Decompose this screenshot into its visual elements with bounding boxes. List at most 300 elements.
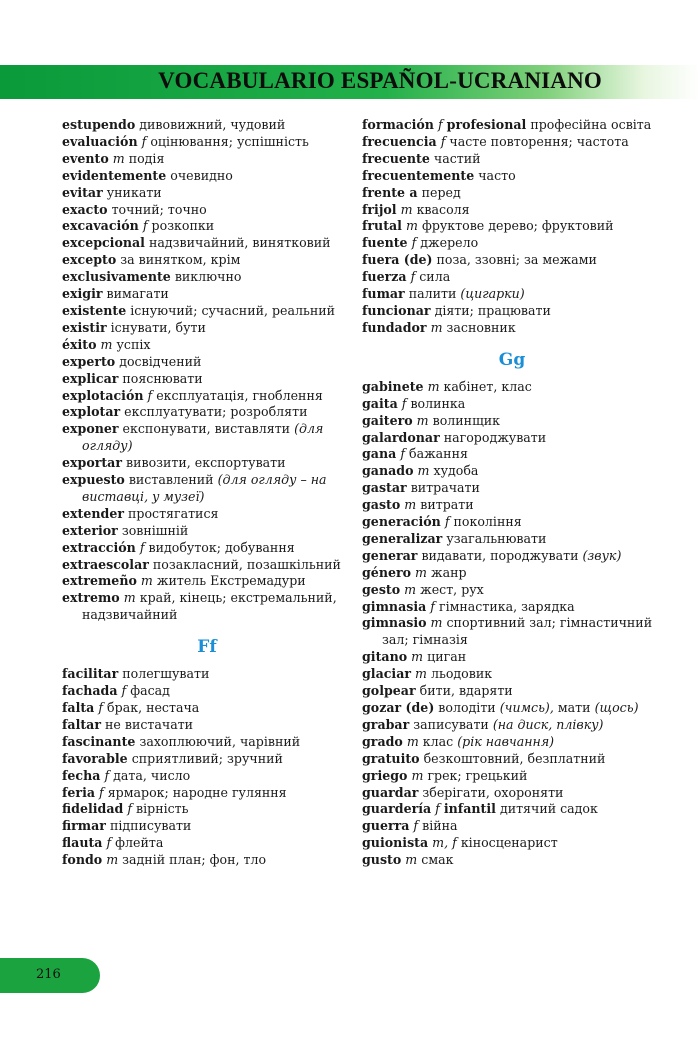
headword: glaciar xyxy=(362,666,411,682)
section-heading-f: Ff xyxy=(197,637,217,658)
headword: feria xyxy=(62,784,96,800)
dictionary-entry xyxy=(362,599,662,616)
dictionary-entry xyxy=(62,235,352,252)
headword: generación xyxy=(362,514,441,530)
dictionary-entry xyxy=(62,700,352,717)
headword: funcionar xyxy=(362,302,431,318)
headword: exportar xyxy=(62,455,122,471)
headword: exponer xyxy=(62,421,119,437)
translation: позакласний, позашкільний xyxy=(152,556,341,572)
translation: вірність xyxy=(136,801,189,817)
usage-note: (на диск, плівку) xyxy=(492,716,604,732)
translation: подія xyxy=(128,150,165,166)
headword: existente xyxy=(62,302,127,318)
headword: extracción xyxy=(62,539,136,555)
translation: пояснювати xyxy=(122,370,203,386)
headword: gusto xyxy=(362,852,402,868)
left-column xyxy=(62,117,352,869)
headword: golpear xyxy=(362,683,416,699)
headword: falta xyxy=(62,700,95,715)
translation: за винятком, крім xyxy=(120,252,241,268)
translation: нагороджувати xyxy=(443,429,547,445)
headword: guionista xyxy=(362,835,429,851)
translation: палити xyxy=(408,286,457,302)
usage-note: (щось) xyxy=(594,700,639,715)
dictionary-entry xyxy=(362,582,662,599)
headword: gaitero xyxy=(362,412,413,428)
dictionary-entry xyxy=(362,734,662,751)
headword: excavación xyxy=(62,218,139,234)
headword: expuesto xyxy=(62,472,125,488)
headword: galardonar xyxy=(362,429,440,445)
dictionary-entry xyxy=(62,573,352,590)
page-number-tab xyxy=(0,958,100,993)
translation: кіносценарист xyxy=(460,835,558,851)
translation: професійна освіта xyxy=(530,117,652,132)
translation: простягатися xyxy=(127,505,219,521)
dictionary-entry xyxy=(62,540,352,557)
gender-mark: f xyxy=(413,818,419,834)
headword: exigir xyxy=(62,286,103,302)
headword: gozar (de) xyxy=(362,700,435,715)
gender-mark: m xyxy=(406,733,419,749)
headword: guardería xyxy=(362,801,432,817)
translation: житель Екстремадури xyxy=(156,573,306,589)
dictionary-entry xyxy=(62,117,352,134)
translation: льодовик xyxy=(430,666,493,682)
translation: флейта xyxy=(115,835,164,851)
translation: спортивний зал; гімнастичний зал; гімназія xyxy=(382,615,653,648)
gender-mark: f xyxy=(139,539,145,555)
translation: часте повторення; частота xyxy=(449,133,629,149)
translation: поза, ззовні; за межами xyxy=(436,252,597,268)
dictionary-entry xyxy=(62,320,352,337)
headword: fecha xyxy=(62,767,101,783)
translation: існувати, бути xyxy=(110,319,206,335)
gender-mark: f xyxy=(142,218,148,234)
dictionary-entry xyxy=(362,683,662,700)
translation: виставлений xyxy=(128,472,214,488)
entry-list xyxy=(362,117,662,337)
translation: експлуатація, гноблення xyxy=(156,387,323,403)
gender-mark: f xyxy=(106,835,112,851)
translation: експонувати, виставляти xyxy=(122,421,291,437)
usage-note: (звук) xyxy=(582,547,622,563)
dictionary-entry xyxy=(362,463,662,480)
dictionary-entry xyxy=(62,218,352,235)
dictionary-entry xyxy=(362,320,662,337)
dictionary-entry xyxy=(362,565,662,582)
headword: exterior xyxy=(62,522,118,538)
dictionary-entry xyxy=(362,514,662,531)
translation: квасоля xyxy=(416,201,470,217)
headword: explotar xyxy=(62,404,121,420)
headword: guardar xyxy=(362,784,419,800)
translation: частий xyxy=(433,150,481,166)
headword-cont: infantil xyxy=(443,801,496,817)
headword: existir xyxy=(62,319,107,335)
dictionary-entry xyxy=(362,235,662,252)
translation: кабінет, клас xyxy=(443,378,532,394)
usage-note: (для огляду) xyxy=(82,421,324,454)
headword: ganado xyxy=(362,463,414,479)
dictionary-entry xyxy=(362,269,662,286)
headword: frecuencia xyxy=(362,133,437,149)
dictionary-entry xyxy=(362,252,662,269)
translation: худоба xyxy=(433,463,479,479)
dictionary-entry xyxy=(62,683,352,700)
headword: evitar xyxy=(62,184,103,200)
gender-mark: m xyxy=(106,852,119,868)
headword: éxito xyxy=(62,336,97,352)
dictionary-entry xyxy=(362,548,662,565)
gender-mark: f xyxy=(401,395,407,411)
dictionary-entry xyxy=(362,615,662,649)
headword: frecuente xyxy=(362,150,430,166)
translation: циган xyxy=(427,649,467,665)
translation: клас xyxy=(422,733,454,749)
gender-mark: f xyxy=(98,700,104,715)
headword: evidentemente xyxy=(62,167,167,183)
headword-cont: profesional xyxy=(446,117,527,132)
dictionary-entry xyxy=(362,379,662,396)
page-number: 216 xyxy=(36,967,61,982)
headword: generar xyxy=(362,547,418,563)
dictionary-entry xyxy=(62,852,352,869)
translation: грек; грецький xyxy=(427,767,528,783)
gender-mark: m xyxy=(100,336,113,352)
usage-note: (чимсь), xyxy=(499,700,554,715)
headword: fascinante xyxy=(62,733,136,749)
dictionary-entry xyxy=(362,185,662,202)
translation: брак, нестача xyxy=(107,700,200,715)
headword: extremo xyxy=(62,590,120,606)
headword: gaita xyxy=(362,395,398,411)
translation: покоління xyxy=(453,514,522,530)
headword: excepcional xyxy=(62,235,145,251)
headword: gratuito xyxy=(362,750,420,766)
headword: formación xyxy=(362,117,434,132)
translation: джерело xyxy=(420,235,479,251)
translation: дата, число xyxy=(113,767,191,783)
translation: експлуатувати; розробляти xyxy=(124,404,308,420)
dictionary-entry xyxy=(362,497,662,514)
headword: experto xyxy=(62,353,116,369)
translation: витрати xyxy=(420,497,474,513)
gender-mark: f xyxy=(410,269,416,285)
dictionary-entry xyxy=(362,801,662,818)
translation: фасад xyxy=(130,683,170,699)
headword: fondo xyxy=(62,852,103,868)
headword: gabinete xyxy=(362,378,424,394)
dictionary-entry xyxy=(62,202,352,219)
gender-mark: f xyxy=(411,235,417,251)
usage-note: (цигарки) xyxy=(460,286,525,302)
gender-mark: f xyxy=(121,683,127,699)
entry-list xyxy=(62,117,352,624)
translation: задній план; фон, тло xyxy=(122,852,267,868)
dictionary-entry xyxy=(62,421,352,455)
headword: género xyxy=(362,564,412,580)
dictionary-entry xyxy=(362,134,662,151)
dictionary-entry xyxy=(362,751,662,768)
headword: evaluación xyxy=(62,133,138,149)
dictionary-entry xyxy=(62,303,352,320)
dictionary-entry xyxy=(362,835,662,852)
dictionary-entry xyxy=(62,455,352,472)
headword: evento xyxy=(62,150,109,166)
gender-mark: f xyxy=(435,801,440,817)
dictionary-entry xyxy=(62,734,352,751)
dictionary-entry xyxy=(62,835,352,852)
dictionary-entry xyxy=(362,218,662,235)
dictionary-entry xyxy=(62,404,352,421)
dictionary-entry xyxy=(62,354,352,371)
headword: frijol xyxy=(362,201,397,217)
gender-mark: f xyxy=(141,133,147,149)
translation: сприятливий; зручний xyxy=(131,750,283,766)
headword: fidelidad xyxy=(62,801,124,817)
translation: діяти; працювати xyxy=(434,302,551,318)
headword: estupendo xyxy=(62,117,136,132)
gender-mark: m xyxy=(140,573,153,589)
gender-mark: f xyxy=(400,446,405,462)
headword: gasto xyxy=(362,497,401,513)
gender-mark: m xyxy=(417,463,430,479)
dictionary-entry xyxy=(62,252,352,269)
headword: favorable xyxy=(62,750,128,766)
usage-note: (рік навчання) xyxy=(457,733,555,749)
headword: gimnasio xyxy=(362,615,427,631)
translation: ярмарок; народне гуляння xyxy=(107,784,287,800)
gender-mark: f xyxy=(440,133,446,149)
dictionary-entry xyxy=(362,531,662,548)
headword: explicar xyxy=(62,370,119,386)
translation: полегшувати xyxy=(122,666,210,682)
dictionary-entry xyxy=(62,472,352,506)
headword: facilitar xyxy=(62,666,119,682)
translation: витрачати xyxy=(410,480,480,496)
translation: волинщик xyxy=(432,412,501,428)
dictionary-entry xyxy=(62,168,352,185)
dictionary-entry xyxy=(362,818,662,835)
dictionary-entry xyxy=(62,785,352,802)
headword: fuente xyxy=(362,235,408,251)
translation: зберігати, охороняти xyxy=(422,784,564,800)
translation: безкоштовний, безплатний xyxy=(423,750,606,766)
dictionary-entry xyxy=(362,700,662,717)
dictionary-entry xyxy=(362,785,662,802)
dictionary-entry xyxy=(362,168,662,185)
dictionary-entry xyxy=(362,666,662,683)
dictionary-entry xyxy=(62,388,352,405)
headword: fundador xyxy=(362,319,427,335)
headword: firmar xyxy=(62,818,106,834)
dictionary-entry xyxy=(362,446,662,463)
gender-mark: m xyxy=(405,852,418,868)
translation: часто xyxy=(478,167,516,183)
translation: гімнастика, зарядка xyxy=(438,598,575,614)
headword: gana xyxy=(362,446,397,462)
dictionary-entry xyxy=(362,768,662,785)
headword: excepto xyxy=(62,252,117,268)
translation: точний; точно xyxy=(111,201,207,217)
headword: extremeño xyxy=(62,573,137,589)
dictionary-entry xyxy=(362,202,662,219)
translation: смак xyxy=(421,852,454,868)
translation: дитячий садок xyxy=(499,801,598,817)
gender-mark: f xyxy=(99,784,104,800)
dictionary-entry xyxy=(62,818,352,835)
dictionary-entry xyxy=(62,286,352,303)
usage-note: (для огляду – на виставці, у музеї) xyxy=(82,472,327,504)
translation: жанр xyxy=(431,564,467,580)
dictionary-entry xyxy=(62,151,352,168)
headword: extender xyxy=(62,505,124,521)
right-column xyxy=(362,117,662,869)
headword: gimnasia xyxy=(362,598,427,614)
dictionary-entry xyxy=(62,337,352,354)
gender-mark: f xyxy=(444,514,450,530)
gender-mark: m xyxy=(411,649,424,665)
headword: gitano xyxy=(362,649,408,665)
gender-mark: f xyxy=(127,801,133,817)
translation: видобуток; добування xyxy=(148,539,295,555)
gender-mark: f xyxy=(104,767,110,783)
dictionary-entry xyxy=(62,557,352,574)
gender-mark: m xyxy=(430,319,443,335)
dictionary-entry xyxy=(62,371,352,388)
dictionary-entry xyxy=(62,666,352,683)
dictionary-entry xyxy=(62,801,352,818)
entry-list xyxy=(62,666,352,869)
translation: бажання xyxy=(409,446,468,462)
dictionary-entry xyxy=(62,269,352,286)
translation: оцінювання; успішність xyxy=(150,133,309,149)
headword: gastar xyxy=(362,480,407,496)
headword: frecuentemente xyxy=(362,167,475,183)
headword: guerra xyxy=(362,818,410,834)
translation: видавати, породжувати xyxy=(421,547,579,563)
dictionary-entry xyxy=(362,430,662,447)
translation: війна xyxy=(422,818,458,834)
translation: дивовижний, чудовий xyxy=(139,117,286,132)
headword: grado xyxy=(362,733,403,749)
gender-mark: m xyxy=(430,615,443,631)
translation: володіти xyxy=(438,700,496,715)
translation: узагальнювати xyxy=(446,530,547,546)
dictionary-entry xyxy=(362,151,662,168)
headword: frutal xyxy=(362,218,402,234)
gender-mark: m xyxy=(404,497,417,513)
entry-list xyxy=(362,379,662,869)
gender-mark: m xyxy=(415,666,427,682)
translation: виключно xyxy=(174,269,242,285)
translation: вивозити, експортувати xyxy=(126,455,286,471)
translation: захоплюючий, чарівний xyxy=(139,733,301,749)
gender-mark: m xyxy=(415,564,427,580)
dictionary-entry xyxy=(362,117,662,134)
translation: фруктове дерево; фруктовий xyxy=(421,218,614,234)
dictionary-entry xyxy=(62,134,352,151)
translation: підписувати xyxy=(109,818,192,834)
headword: extraescolar xyxy=(62,556,149,572)
dictionary-entry xyxy=(62,768,352,785)
dictionary-entry xyxy=(362,413,662,430)
headword: flauta xyxy=(62,835,103,851)
dictionary-entry xyxy=(362,286,662,303)
gender-mark: m, f xyxy=(432,835,457,851)
dictionary-entry xyxy=(62,751,352,768)
headword: fuerza xyxy=(362,269,407,285)
translation: засновник xyxy=(446,319,516,335)
dictionary-entry xyxy=(62,523,352,540)
translation: волинка xyxy=(410,395,466,411)
gender-mark: m xyxy=(411,767,424,783)
headword: fumar xyxy=(362,286,405,302)
translation: мати xyxy=(557,700,591,715)
translation: не вистачати xyxy=(105,716,194,732)
gender-mark: m xyxy=(406,218,418,234)
headword: grabar xyxy=(362,716,410,732)
gender-mark: m xyxy=(400,201,413,217)
translation: сила xyxy=(419,269,451,285)
dictionary-entry xyxy=(62,185,352,202)
dictionary-entry xyxy=(362,852,662,869)
section-heading-g: Gg xyxy=(498,349,526,370)
gender-mark: f xyxy=(147,387,153,403)
gender-mark: m xyxy=(404,581,417,597)
dictionary-entry xyxy=(362,303,662,320)
headword: exacto xyxy=(62,201,108,217)
gender-mark: m xyxy=(416,412,429,428)
translation: вимагати xyxy=(106,286,169,302)
translation: бити, вдаряти xyxy=(419,683,513,699)
headword: frente a xyxy=(362,184,418,200)
dictionary-entry xyxy=(62,590,352,624)
translation: очевидно xyxy=(170,167,233,183)
translation: розкопки xyxy=(151,218,215,234)
translation: край, кінець; екстремальний, надзвичайний xyxy=(82,590,337,623)
gender-mark: f xyxy=(437,117,443,132)
translation: існуючий; сучасний, реальний xyxy=(130,302,336,318)
headword: faltar xyxy=(62,716,101,732)
headword: explotación xyxy=(62,387,144,403)
gender-mark: f xyxy=(430,598,435,614)
dictionary-entry xyxy=(362,649,662,666)
translation: жест, рух xyxy=(420,581,484,597)
headword: griego xyxy=(362,767,408,783)
gender-mark: m xyxy=(123,590,136,606)
translation: успіх xyxy=(116,336,151,352)
headword: fachada xyxy=(62,683,118,699)
translation: перед xyxy=(421,184,461,200)
dictionary-entry xyxy=(62,717,352,734)
dictionary-entry xyxy=(62,506,352,523)
gender-mark: m xyxy=(112,150,125,166)
translation: зовнішній xyxy=(121,522,189,538)
page-title: VOCABULARIO ESPAÑOL-UCRANIANO xyxy=(158,68,602,93)
headword: gesto xyxy=(362,581,401,597)
translation: надзвичайний, винятковий xyxy=(148,235,331,251)
dictionary-entry xyxy=(362,717,662,734)
gender-mark: m xyxy=(427,378,440,394)
headword: generalizar xyxy=(362,530,443,546)
dictionary-entry xyxy=(362,396,662,413)
headword: exclusivamente xyxy=(62,269,171,285)
translation: досвідчений xyxy=(119,353,202,369)
translation: записувати xyxy=(413,716,489,732)
